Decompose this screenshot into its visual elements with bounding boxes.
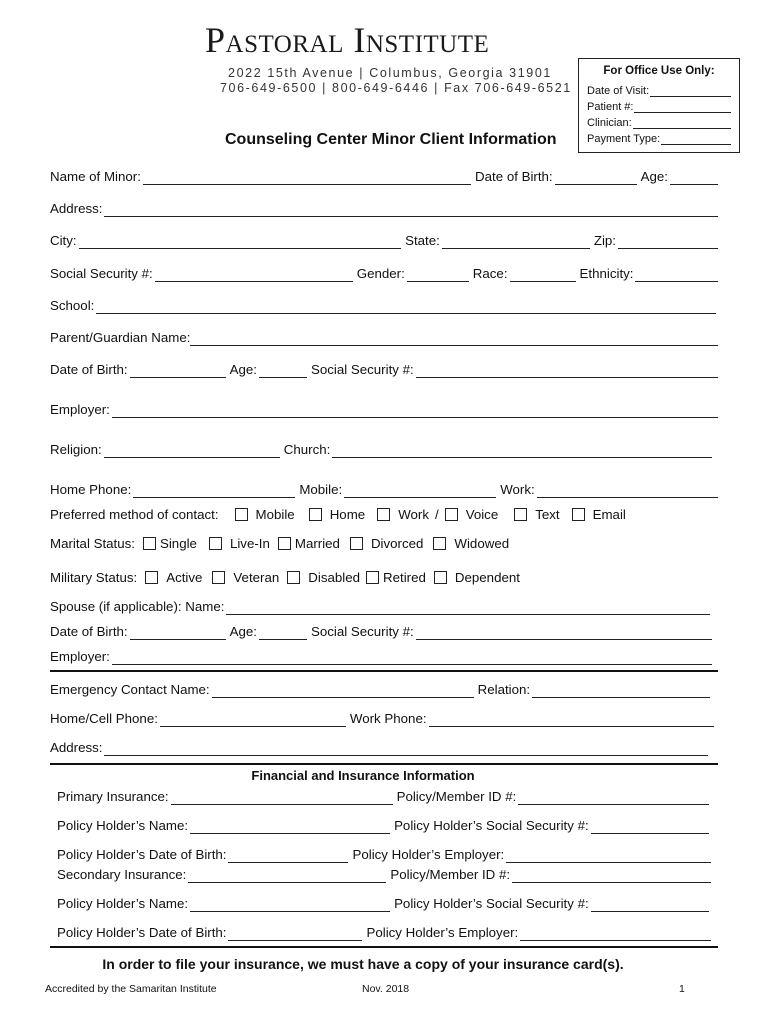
payment-type-field[interactable] bbox=[661, 133, 731, 145]
guardian-name-row bbox=[50, 328, 718, 346]
checkbox-voice[interactable] bbox=[445, 508, 458, 521]
minor-city-row bbox=[50, 231, 718, 249]
accreditation-text: Accredited by the Samaritan Institute bbox=[45, 983, 217, 995]
minor-address-label: Address: bbox=[50, 201, 103, 216]
secondary-policy-id-label: Policy/Member ID #: bbox=[390, 867, 511, 882]
secondary-holder-ssn-label: Policy Holder’s Social Security #: bbox=[394, 896, 589, 911]
zip-label: Zip: bbox=[593, 233, 616, 248]
secondary-insurance-label: Secondary Insurance: bbox=[57, 867, 187, 882]
minor-ssn-row bbox=[50, 264, 718, 282]
spouse-age-field[interactable] bbox=[259, 625, 307, 640]
mobile-field[interactable] bbox=[344, 483, 496, 498]
option-separator: / bbox=[434, 506, 439, 522]
minor-age-field[interactable] bbox=[670, 170, 718, 185]
primary-policy-id-field[interactable] bbox=[518, 790, 709, 805]
option-active: Active bbox=[166, 569, 203, 585]
emergency-work-phone-label: Work Phone: bbox=[349, 711, 427, 726]
spouse-name-row bbox=[50, 597, 710, 615]
primary-holder-name-row bbox=[57, 816, 709, 834]
emergency-name-row bbox=[50, 680, 710, 698]
primary-holder-name-label: Policy Holder’s Name: bbox=[57, 818, 189, 833]
option-voice: Voice bbox=[465, 506, 499, 522]
guardian-ssn-label: Social Security #: bbox=[310, 362, 414, 377]
school-label: School: bbox=[50, 298, 95, 313]
minor-name-label: Name of Minor: bbox=[50, 169, 141, 184]
clinician-label: Clinician: bbox=[587, 117, 632, 129]
guardian-ssn-field[interactable] bbox=[416, 363, 718, 378]
date-of-visit-field[interactable] bbox=[650, 85, 731, 97]
patient-number-field[interactable] bbox=[634, 101, 731, 113]
spouse-age-label: Age: bbox=[229, 624, 257, 639]
work-phone-field[interactable] bbox=[537, 483, 718, 498]
spouse-dob-field[interactable] bbox=[130, 625, 226, 640]
marital-status-row bbox=[50, 533, 509, 553]
guardian-name-label: Parent/Guardian Name: bbox=[50, 330, 191, 345]
military-status-row bbox=[50, 567, 520, 587]
secondary-holder-employer-label: Policy Holder’s Employer: bbox=[366, 925, 519, 940]
race-label: Race: bbox=[472, 266, 508, 281]
minor-ssn-label: Social Security #: bbox=[50, 266, 153, 281]
secondary-holder-name-label: Policy Holder’s Name: bbox=[57, 896, 189, 911]
guardian-employer-row bbox=[50, 400, 718, 418]
emergency-phone-field[interactable] bbox=[160, 712, 346, 727]
checkbox-married[interactable] bbox=[278, 537, 291, 550]
checkbox-disabled[interactable] bbox=[287, 571, 300, 584]
minor-dob-label: Date of Birth: bbox=[475, 169, 553, 184]
checkbox-work[interactable] bbox=[377, 508, 390, 521]
checkbox-dependent[interactable] bbox=[434, 571, 447, 584]
brand-word-2: Institute bbox=[353, 20, 490, 60]
ethnicity-label: Ethnicity: bbox=[579, 266, 634, 281]
religion-field[interactable] bbox=[104, 443, 280, 458]
patient-number-label: Patient #: bbox=[587, 101, 634, 113]
primary-holder-dob-field[interactable] bbox=[228, 848, 348, 863]
option-dependent: Dependent bbox=[454, 569, 520, 585]
checkbox-active[interactable] bbox=[145, 571, 158, 584]
primary-insurance-field[interactable] bbox=[171, 790, 393, 805]
checkbox-livein[interactable] bbox=[209, 537, 222, 550]
primary-holder-dob-row bbox=[57, 845, 711, 863]
primary-holder-ssn-field[interactable] bbox=[591, 819, 709, 834]
guardian-dob-label: Date of Birth: bbox=[50, 362, 128, 377]
guardian-age-label: Age: bbox=[229, 362, 257, 377]
office-use-box bbox=[578, 58, 740, 153]
emergency-phone-row bbox=[50, 709, 714, 727]
checkbox-veteran[interactable] bbox=[212, 571, 225, 584]
section-divider bbox=[50, 946, 718, 948]
section-divider bbox=[50, 670, 718, 672]
city-field[interactable] bbox=[79, 234, 401, 249]
checkbox-single[interactable] bbox=[143, 537, 156, 550]
spouse-name-field[interactable] bbox=[226, 600, 710, 615]
secondary-policy-id-field[interactable] bbox=[512, 868, 711, 883]
school-row bbox=[50, 296, 716, 314]
institute-logo bbox=[205, 20, 489, 60]
spouse-ssn-label: Social Security #: bbox=[310, 624, 414, 639]
option-livein: Live-In bbox=[229, 535, 270, 551]
primary-holder-employer-label: Policy Holder’s Employer: bbox=[352, 847, 505, 862]
secondary-holder-name-row bbox=[57, 894, 709, 912]
primary-holder-dob-label: Policy Holder’s Date of Birth: bbox=[57, 847, 227, 862]
insurance-section-title: Financial and Insurance Information bbox=[251, 768, 475, 783]
secondary-holder-name-field[interactable] bbox=[190, 897, 390, 912]
guardian-employer-field[interactable] bbox=[112, 403, 718, 418]
secondary-holder-employer-field[interactable] bbox=[520, 926, 711, 941]
spouse-employer-row bbox=[50, 647, 712, 665]
spouse-name-label: Spouse (if applicable): Name: bbox=[50, 599, 225, 614]
date-of-visit-label: Date of Visit: bbox=[587, 85, 650, 97]
contact-preference-row bbox=[50, 504, 626, 524]
spouse-dob-row bbox=[50, 622, 712, 640]
phones-row bbox=[50, 480, 718, 498]
option-email: Email bbox=[592, 506, 626, 522]
secondary-insurance-field[interactable] bbox=[188, 868, 386, 883]
religion-label: Religion: bbox=[50, 442, 102, 457]
primary-holder-name-field[interactable] bbox=[190, 819, 390, 834]
option-veteran: Veteran bbox=[233, 569, 280, 585]
revision-date: Nov. 2018 bbox=[362, 983, 410, 995]
brand-word-1: Pastoral bbox=[205, 20, 344, 60]
checkbox-email[interactable] bbox=[572, 508, 585, 521]
guardian-dob-row bbox=[50, 360, 718, 378]
office-use-heading: For Office Use Only: bbox=[603, 65, 715, 77]
guardian-dob-field[interactable] bbox=[130, 363, 226, 378]
minor-name-row bbox=[50, 167, 718, 185]
option-single: Single bbox=[159, 535, 197, 551]
primary-insurance-row bbox=[57, 787, 709, 805]
secondary-holder-dob-field[interactable] bbox=[228, 926, 362, 941]
religion-row bbox=[50, 440, 712, 458]
emergency-work-phone-field[interactable] bbox=[429, 712, 714, 727]
option-mobile: Mobile bbox=[255, 506, 295, 522]
minor-address-row bbox=[50, 199, 718, 217]
option-text: Text bbox=[535, 506, 560, 522]
form-title: Counseling Center Minor Client Information bbox=[225, 131, 557, 148]
school-field[interactable] bbox=[96, 299, 716, 314]
marital-status-label: Marital Status: bbox=[50, 535, 135, 551]
primary-holder-ssn-label: Policy Holder’s Social Security #: bbox=[394, 818, 589, 833]
emergency-address-label: Address: bbox=[50, 740, 103, 755]
option-divorced: Divorced bbox=[370, 535, 424, 551]
primary-holder-employer-field[interactable] bbox=[506, 848, 711, 863]
state-field[interactable] bbox=[442, 234, 590, 249]
home-phone-field[interactable] bbox=[133, 483, 295, 498]
minor-name-field[interactable] bbox=[143, 170, 471, 185]
secondary-insurance-row bbox=[57, 865, 711, 883]
gender-label: Gender: bbox=[356, 266, 405, 281]
option-home: Home bbox=[329, 506, 366, 522]
home-phone-label: Home Phone: bbox=[50, 482, 132, 497]
emergency-name-label: Emergency Contact Name: bbox=[50, 682, 210, 697]
contact-preference-label: Preferred method of contact: bbox=[50, 506, 219, 522]
minor-dob-field[interactable] bbox=[555, 170, 637, 185]
institute-address: 2022 15th Avenue | Columbus, Georgia 31901 bbox=[228, 66, 552, 80]
emergency-address-row bbox=[50, 738, 708, 756]
primary-insurance-label: Primary Insurance: bbox=[57, 789, 169, 804]
guardian-employer-label: Employer: bbox=[50, 402, 110, 417]
option-retired: Retired bbox=[383, 569, 426, 585]
checkbox-retired[interactable] bbox=[366, 571, 379, 584]
secondary-holder-dob-row bbox=[57, 923, 711, 941]
guardian-name-field[interactable] bbox=[190, 331, 718, 346]
checkbox-widowed[interactable] bbox=[433, 537, 446, 550]
clinician-field[interactable] bbox=[633, 117, 731, 129]
payment-type-label: Payment Type: bbox=[587, 133, 661, 145]
minor-address-field[interactable] bbox=[104, 202, 718, 217]
emergency-name-field[interactable] bbox=[212, 683, 474, 698]
spouse-employer-label: Employer: bbox=[50, 649, 110, 664]
relation-label: Relation: bbox=[477, 682, 531, 697]
church-label: Church: bbox=[283, 442, 331, 457]
minor-age-label: Age: bbox=[640, 169, 668, 184]
checkbox-text[interactable] bbox=[514, 508, 527, 521]
race-field[interactable] bbox=[510, 267, 576, 282]
spouse-employer-field[interactable] bbox=[112, 650, 712, 665]
checkbox-home[interactable] bbox=[309, 508, 322, 521]
ethnicity-field[interactable] bbox=[635, 267, 718, 282]
city-label: City: bbox=[50, 233, 77, 248]
secondary-holder-dob-label: Policy Holder’s Date of Birth: bbox=[57, 925, 227, 940]
primary-policy-id-label: Policy/Member ID #: bbox=[396, 789, 517, 804]
checkbox-mobile[interactable] bbox=[235, 508, 248, 521]
relation-field[interactable] bbox=[532, 683, 710, 698]
option-married: Married bbox=[294, 535, 340, 551]
zip-field[interactable] bbox=[618, 234, 718, 249]
guardian-age-field[interactable] bbox=[259, 363, 307, 378]
military-status-label: Military Status: bbox=[50, 569, 138, 585]
emergency-phone-label: Home/Cell Phone: bbox=[50, 711, 158, 726]
spouse-dob-label: Date of Birth: bbox=[50, 624, 128, 639]
option-widowed: Widowed bbox=[454, 535, 510, 551]
checkbox-divorced[interactable] bbox=[350, 537, 363, 550]
option-work: Work bbox=[398, 506, 429, 522]
mobile-label: Mobile: bbox=[299, 482, 343, 497]
insurance-card-notice: In order to file your insurance, we must have a copy of your insurance card(s). bbox=[102, 956, 624, 972]
section-divider bbox=[50, 763, 718, 765]
spouse-ssn-field[interactable] bbox=[416, 625, 712, 640]
emergency-address-field[interactable] bbox=[104, 741, 708, 756]
option-disabled: Disabled bbox=[308, 569, 361, 585]
secondary-holder-ssn-field[interactable] bbox=[591, 897, 709, 912]
page-number: 1 bbox=[679, 983, 685, 995]
church-field[interactable] bbox=[332, 443, 712, 458]
work-phone-label: Work: bbox=[500, 482, 535, 497]
minor-ssn-field[interactable] bbox=[155, 267, 353, 282]
state-label: State: bbox=[405, 233, 440, 248]
gender-field[interactable] bbox=[407, 267, 469, 282]
institute-phones: 706-649-6500 | 800-649-6446 | Fax 706-649-6521 bbox=[220, 81, 572, 95]
